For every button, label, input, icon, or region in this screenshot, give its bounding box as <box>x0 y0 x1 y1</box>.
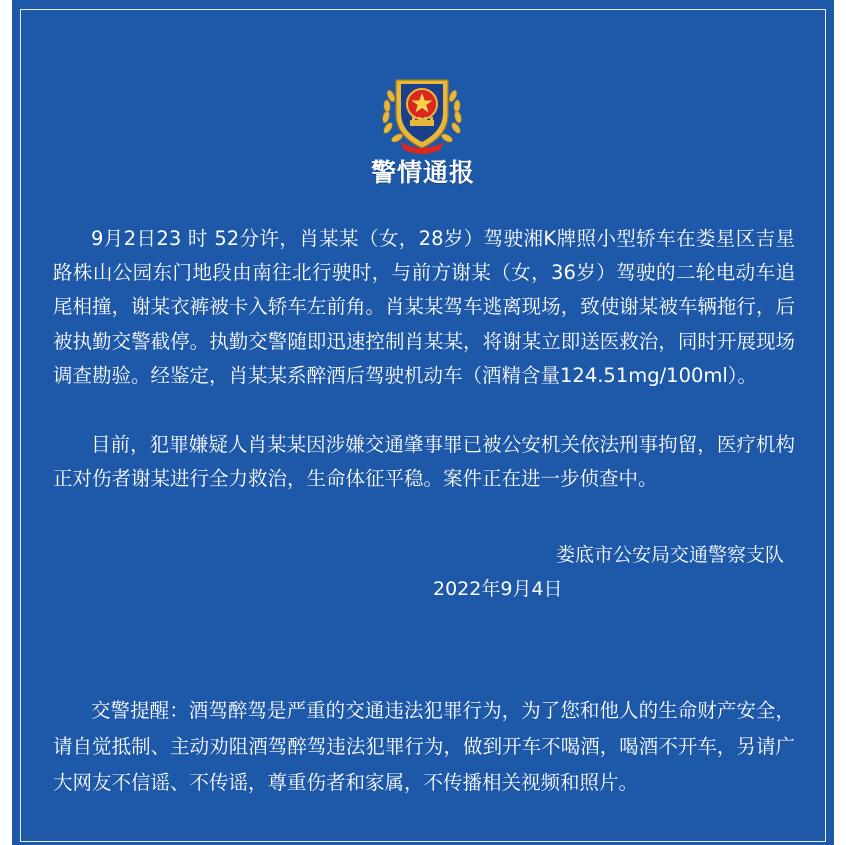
police-emblem-icon <box>374 70 470 156</box>
report-paragraph-1: 9月2日23 时 52分许，肖某某（女，28岁）驾驶湘K牌照小型轿车在娄星区吉星路株山公园东门地段由南往北行驶时，与前方谢某（女，36岁）驾驶的二轮电动车追尾相撞，谢某衣裤被卡入轿车左前角。肖某某驾车逃离现场，致使谢某被车辆拖行，后被执勤交警截停。执勤交警随即迅速控制肖某某，将谢某立即送医救治，同时开展现场调查勘验。经鉴定，肖某某系醉酒后驾驶机动车（酒精含量124.51mg/100ml）。 <box>53 227 795 387</box>
page-title: 警情通报 <box>370 158 475 187</box>
traffic-police-reminder: 交警提醒：酒驾醉驾是严重的交通违法犯罪行为，为了您和他人的生命财产安全，请自觉抵制、主动劝阻酒驾醉驾违法犯罪行为，做到开车不喝酒，喝酒不开车，另请广大网友不信谣、不传谣，尊重伤者和家属，不传播相关视频和照片。 <box>53 699 795 794</box>
issuing-organization: 娄底市公安局交通警察支队 <box>556 544 785 566</box>
issue-date: 2022年9月4日 <box>433 578 563 600</box>
report-paragraph-2: 目前，犯罪嫌疑人肖某某因涉嫌交通肇事罪已被公安机关依法刑事拘留，医疗机构正对伤者谢某进行全力救治，生命体征平稳。案件正在进一步侦查中。 <box>53 433 795 491</box>
